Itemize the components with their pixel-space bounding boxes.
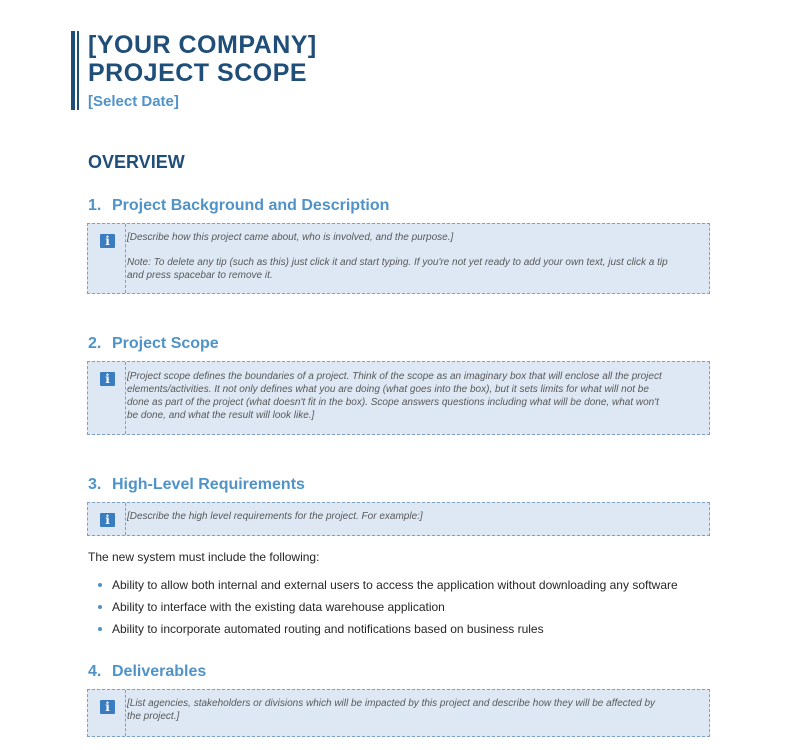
section-heading-background	[88, 196, 389, 216]
tip-note-text[interactable]: Note: To delete any tip (such as this) just click it and start typing. If you're not yet ready to add your own text, just click a tip and press spacebar to remove it.	[127, 257, 668, 281]
bullet-dot-icon	[98, 583, 102, 587]
list-item[interactable]	[96, 622, 678, 644]
requirements-list	[96, 578, 678, 644]
date-picker[interactable]: [Select Date]	[88, 93, 179, 110]
document-title[interactable]: PROJECT SCOPE	[88, 59, 308, 87]
section-heading-deliverables	[88, 662, 206, 682]
header-accent-bar-thin	[77, 31, 79, 110]
section-title: Project Background and Description	[112, 197, 390, 214]
tip-box-deliverables[interactable]	[87, 689, 710, 737]
info-icon: i	[100, 372, 115, 386]
info-icon: i	[100, 700, 115, 714]
tip-box-scope[interactable]	[87, 361, 710, 435]
tip-divider	[125, 690, 126, 736]
section-heading-scope	[88, 334, 219, 354]
tip-text[interactable]: [Describe how this project came about, who is involved, and the purpose.]	[127, 232, 454, 243]
section-number: 3.	[88, 476, 102, 493]
list-item-text: Ability to allow both internal and external users to access the application without downloading any software	[112, 578, 678, 592]
bullet-dot-icon	[98, 605, 102, 609]
tip-text[interactable]: [Describe the high level requirements for the project. For example:]	[127, 511, 423, 522]
tip-divider	[125, 362, 126, 434]
tip-box-background[interactable]	[87, 223, 710, 294]
list-item[interactable]	[96, 578, 678, 600]
header-accent-bar	[71, 31, 75, 110]
section-number: 2.	[88, 335, 102, 352]
section-number: 4.	[88, 663, 102, 680]
info-icon: i	[100, 234, 115, 248]
bullet-dot-icon	[98, 627, 102, 631]
section-title: High-Level Requirements	[112, 476, 305, 493]
list-item-text: Ability to interface with the existing data warehouse application	[112, 600, 445, 614]
requirements-intro[interactable]: The new system must include the following:	[88, 550, 320, 564]
tip-text[interactable]: [Project scope defines the boundaries of a project. Think of the scope as an imaginary box that will enclose all the project elements/activities. It not only defines what you are doing (what goes into the box), but it sets limits for what will not be done as part of the project (what doesn't fit in the box). Scope answers questions including what will be done, what won't be done, and what the result will look like.]	[127, 371, 662, 421]
section-number: 1.	[88, 197, 102, 214]
list-item[interactable]	[96, 600, 678, 622]
section-title: Project Scope	[112, 335, 219, 352]
tip-box-requirements[interactable]	[87, 502, 710, 536]
section-title: Deliverables	[112, 663, 207, 680]
company-name[interactable]: [YOUR COMPANY]	[88, 31, 317, 59]
info-icon: i	[100, 513, 115, 527]
overview-heading: OVERVIEW	[88, 152, 185, 172]
section-heading-requirements	[88, 475, 305, 495]
tip-divider	[125, 224, 126, 293]
list-item-text: Ability to incorporate automated routing and notifications based on business rules	[112, 622, 544, 636]
tip-divider	[125, 503, 126, 535]
tip-text[interactable]: [List agencies, stakeholders or divisions which will be impacted by this project and describe how they will be affected by the project.]	[127, 698, 656, 722]
